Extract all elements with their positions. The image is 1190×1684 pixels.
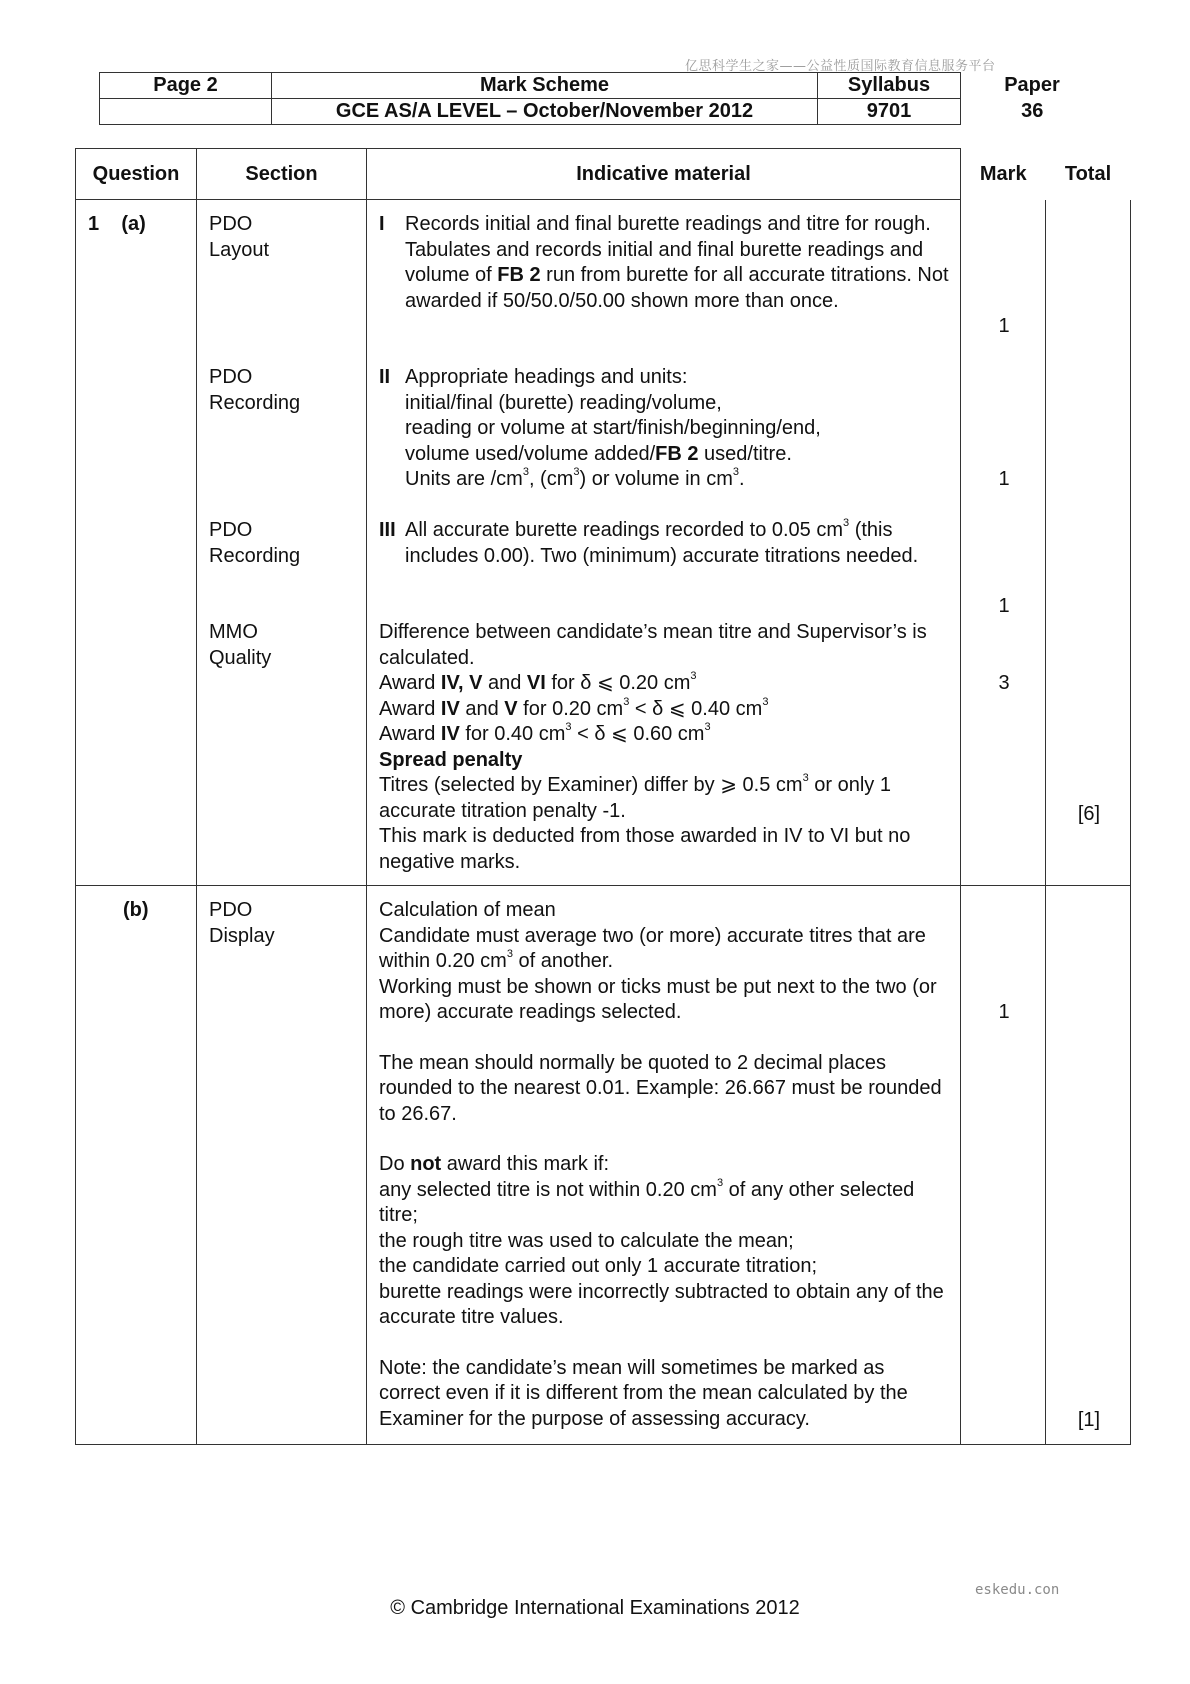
item-iii	[379, 518, 950, 620]
item-bold: FB 2	[497, 264, 541, 286]
item-text: initial/final (burette) reading/volume,	[405, 391, 722, 414]
item-ii-text	[405, 365, 821, 518]
mark-value: 1	[998, 594, 1010, 617]
item-text: run from burette for all accurate titrations. Not awarded if 50/50.0/50.00 shown more than once.	[405, 264, 949, 312]
watermark-top: 亿思科学生之家——公益性质国际教育信息服务平台	[685, 59, 996, 74]
mark-value: 3	[998, 671, 1010, 694]
section-label: Layout	[209, 238, 270, 261]
syllabus-code: 9701	[818, 99, 961, 125]
item-text: Note: the candidate’s mean will sometimes be marked as correct even if it is different from the mean calculated by the Examiner for the purpose of assessing accuracy.	[379, 1356, 908, 1430]
total-cell	[1046, 200, 1131, 886]
item-number: II	[379, 366, 391, 388]
section-label: Quality	[209, 646, 272, 669]
total-value: [1]	[1077, 1409, 1101, 1431]
item-number: III	[379, 519, 396, 541]
section-recording-2	[209, 518, 356, 620]
table-row-1b	[76, 886, 1131, 1445]
section-layout	[209, 212, 356, 365]
item-number: I	[379, 213, 385, 235]
item-text: Working must be shown or ticks must be put next to the two (or more) accurate readings selected.	[379, 975, 937, 1023]
question-part: (a)	[121, 213, 146, 235]
item-i	[379, 212, 950, 365]
item-text: reading or volume at start/finish/beginning/end,	[405, 417, 821, 439]
question-cell	[76, 200, 197, 886]
item-text: the candidate carried out only 1 accurate titration;	[379, 1255, 818, 1277]
section-label: PDO	[209, 899, 253, 921]
syllabus-label: Syllabus	[818, 73, 961, 99]
section-label: PDO	[209, 213, 253, 235]
item-text: volume used/volume added/FB 2 used/titre.	[405, 442, 792, 465]
section-recording-1	[209, 365, 356, 518]
award-line-2: Award IV and V for 0.20 $cm^3 < \delta$ ⩽ 0.40 $cm^3$	[379, 695, 769, 720]
paper-number: 36	[1021, 100, 1044, 122]
question-cell	[76, 886, 197, 1445]
item-iii-text: All accurate burette readings recorded to 0.05 $cm^3$ (this includes 0.00). Two (minimum) accurate titrations needed.	[405, 517, 919, 567]
total-cell	[1046, 886, 1131, 1445]
section-label: PDO	[209, 519, 253, 541]
item-text: The mean should normally be quoted to 2 decimal places rounded to the nearest 0.01. Example: 26.667 must be rounded to 26.67.	[379, 1051, 942, 1125]
mark-cell	[961, 200, 1046, 886]
item-text: Appropriate headings and units:	[405, 366, 688, 388]
header-table	[99, 72, 1104, 125]
quality-block	[379, 620, 950, 875]
mark-cell	[961, 886, 1046, 1445]
indicative-cell	[367, 886, 961, 1445]
mark-value: 1	[998, 314, 1010, 337]
spread-penalty-text: Titres (selected by Examiner) differ by ⩾ 0.5 $cm^3$ or only 1 accurate titration penalty -1.	[379, 772, 891, 822]
section-cell	[197, 886, 367, 1445]
item-text: burette readings were incorrectly subtracted to obtain any of the accurate titre values.	[379, 1280, 944, 1328]
section-label: PDO	[209, 366, 253, 388]
item-text: Do not award this mark if:	[379, 1153, 610, 1175]
item-text: Calculation of mean	[379, 899, 556, 921]
award-line-3: Award IV for 0.40 $cm^3 < \delta$ ⩽ 0.60 $cm^3$	[379, 721, 711, 745]
page-blank-cell	[100, 99, 272, 125]
item-text: the rough titre was used to calculate the mean;	[379, 1229, 794, 1252]
section-quality	[209, 620, 356, 671]
question-number: 1	[88, 213, 100, 235]
footer-copyright: © Cambridge International Examinations 2012	[390, 1597, 800, 1619]
mark-value: 1	[998, 467, 1010, 490]
page-number: Page 2	[100, 73, 272, 99]
section-label: Display	[209, 924, 275, 947]
mark-scheme-table	[75, 148, 1131, 1445]
paper-label: Paper	[1004, 74, 1060, 96]
mark-value: 1	[998, 1001, 1010, 1023]
section-label: MMO	[209, 621, 258, 643]
item-text: Records initial and final burette readings and titre for rough. Tabulates and records initial and final burette readings and volume of	[405, 213, 931, 286]
item-i-text	[405, 212, 950, 365]
header-question: Question	[76, 149, 197, 200]
spread-penalty-note: This mark is deducted from those awarded in IV to VI but no negative marks.	[379, 825, 911, 873]
item-units: Units are $/cm^3$, $(cm^3)$ or volume in $cm^3$.	[405, 466, 745, 490]
mark-scheme-title: Mark Scheme	[272, 73, 818, 99]
section-cell	[197, 200, 367, 886]
question-part: (b)	[123, 899, 149, 921]
item-text: any selected titre is not within 0.20 $cm^3$ of any other selected titre;	[379, 1176, 915, 1226]
header-indicative: Indicative material	[367, 149, 961, 200]
total-value: [6]	[1077, 802, 1101, 825]
item-text: Difference between candidate’s mean titre and Supervisor’s is calculated.	[379, 621, 927, 669]
header-total: Total	[1064, 162, 1112, 185]
spread-penalty-heading: Spread penalty	[379, 748, 523, 771]
award-line-1: Award IV, V and VI for δ ⩽ 0.20 $cm^3$	[379, 670, 697, 694]
section-label: Recording	[209, 544, 301, 567]
item-text: Candidate must average two (or more) accurate titres that are within 0.20 $cm^3$ of another.	[379, 924, 926, 972]
section-label: Recording	[209, 391, 301, 414]
exam-title: GCE AS/A LEVEL – October/November 2012	[272, 99, 818, 125]
table-row-1a	[76, 200, 1131, 886]
indicative-cell	[367, 200, 961, 886]
header-section: Section	[197, 149, 367, 200]
watermark-bottom: eskedu.con	[975, 1582, 1060, 1598]
item-ii	[379, 365, 950, 518]
header-mark: Mark	[979, 162, 1027, 185]
